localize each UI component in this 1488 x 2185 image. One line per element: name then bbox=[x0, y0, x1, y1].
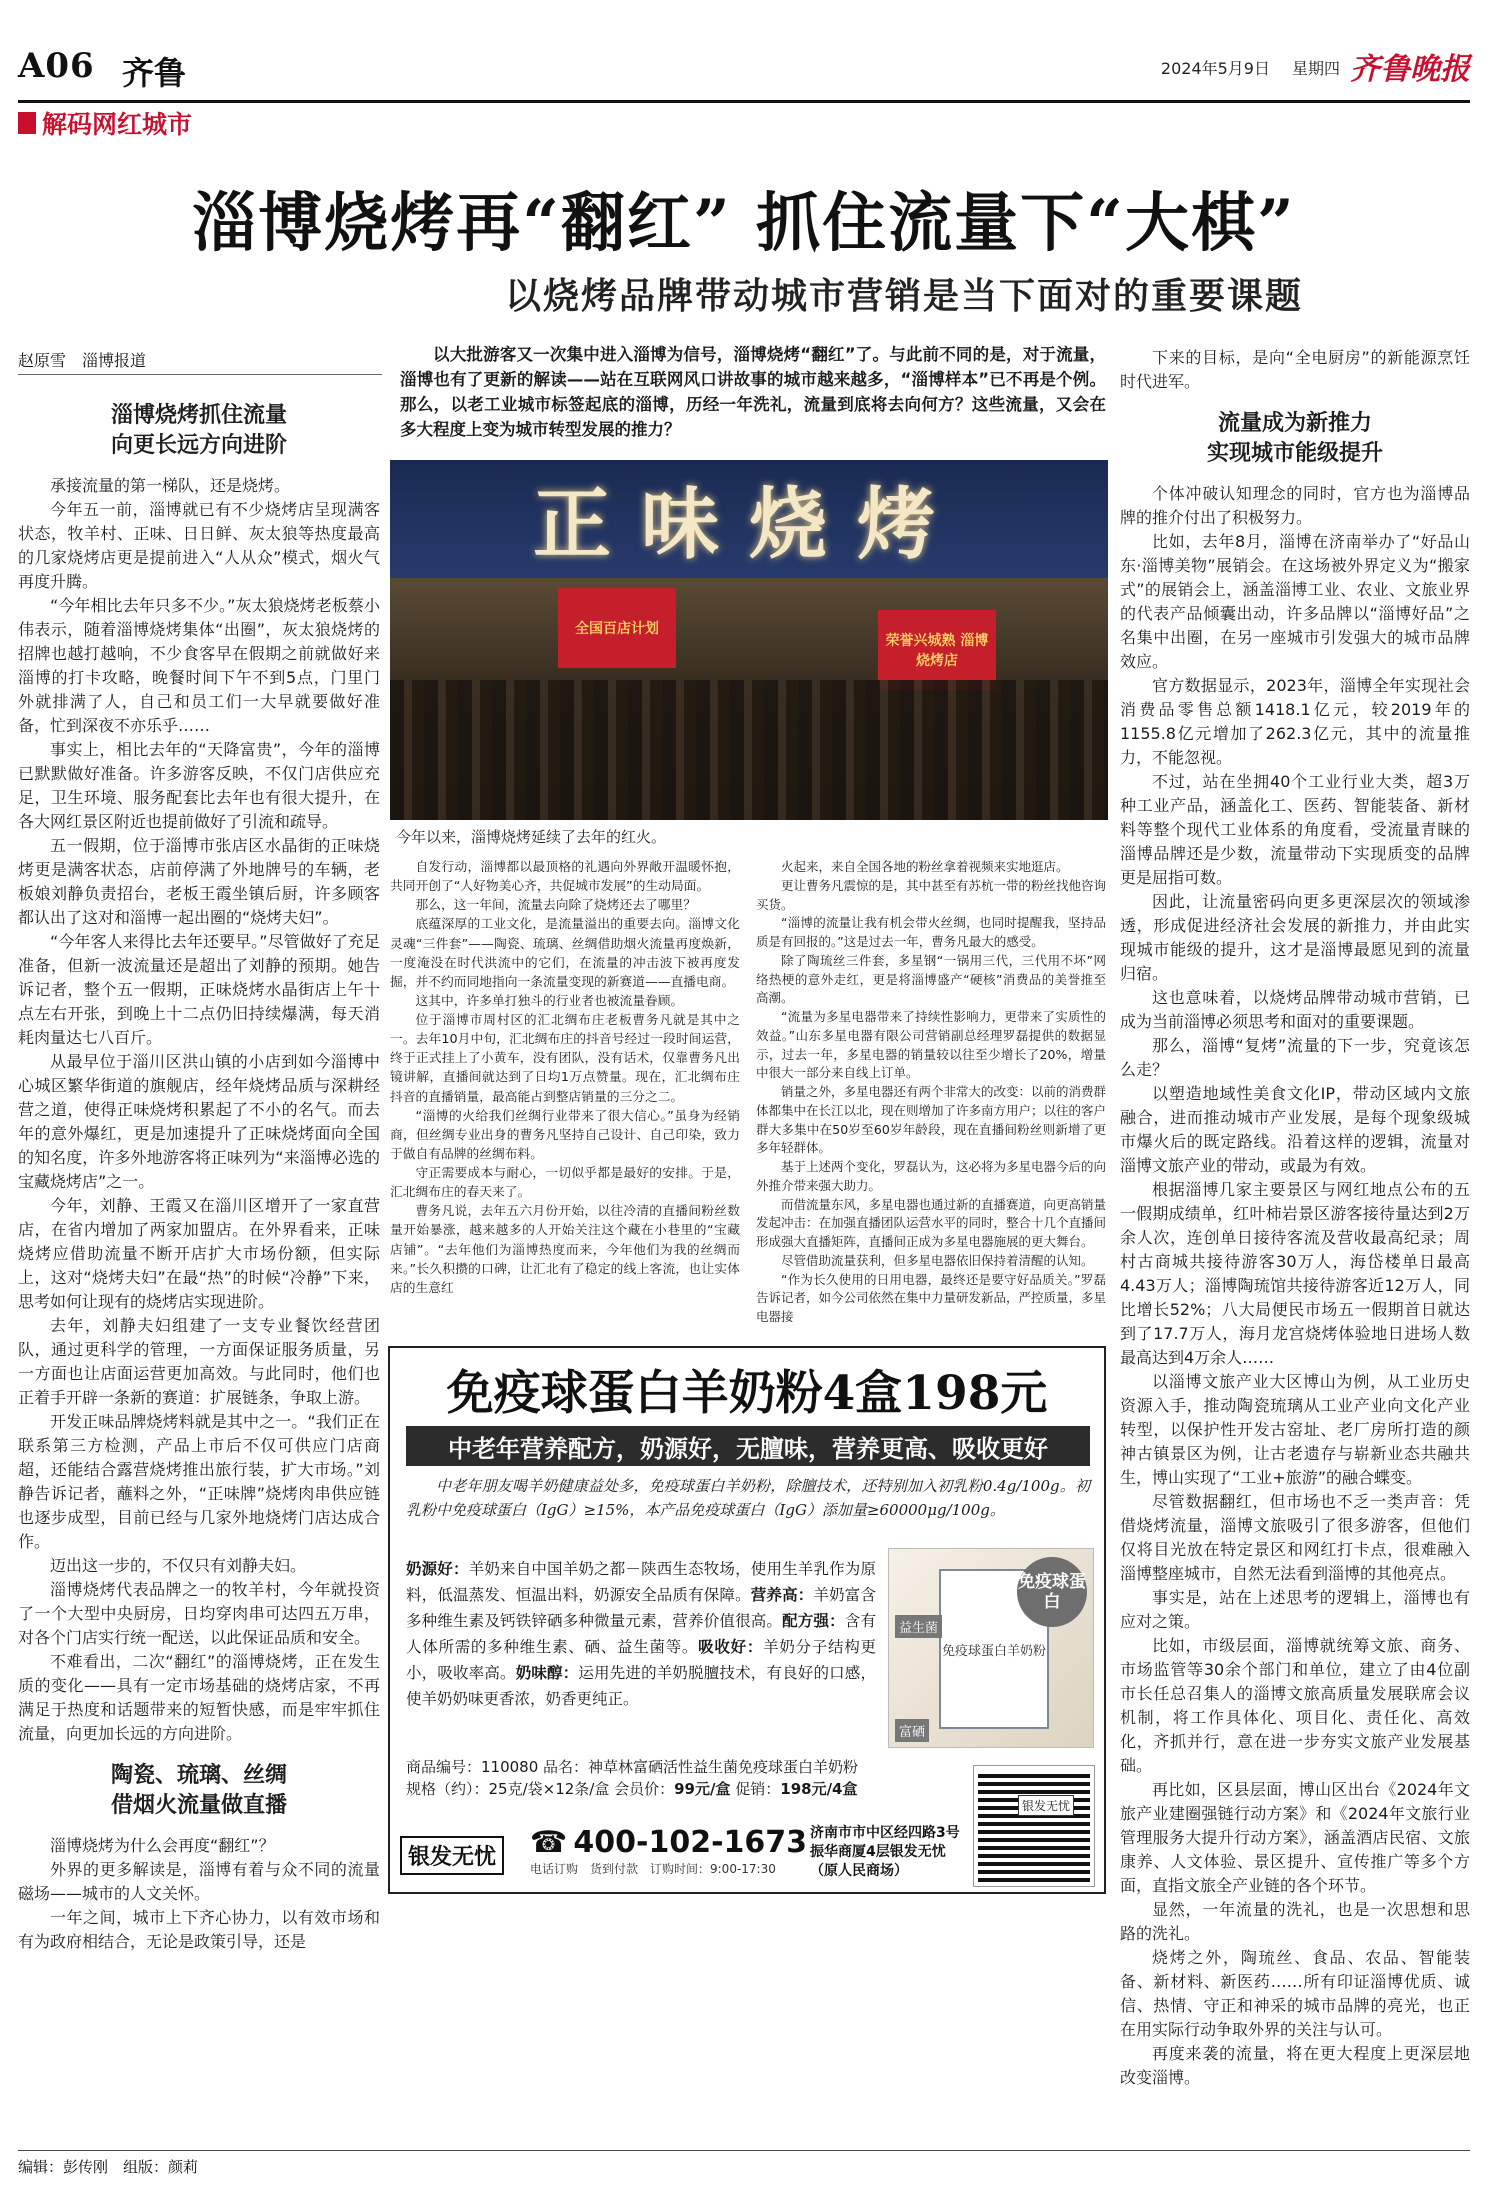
ad-feature-key: 奶源好： bbox=[406, 1560, 469, 1578]
article-column-1 bbox=[18, 386, 380, 1954]
ad-product-badge: 免疫球蛋白 bbox=[1017, 1557, 1087, 1627]
ad-spec-line-1: 商品编号：110080 品名：神草林富硒活性益生菌免疫球蛋白羊奶粉 bbox=[406, 1758, 859, 1776]
column1-heading-1-text: 淄博烧烤抓住流量 向更长远方向进阶 bbox=[110, 402, 287, 458]
column1-heading-2-text: 陶瓷、琉璃、丝绸 借烟火流量做直播 bbox=[110, 1762, 287, 1818]
column1-paragraphs-2 bbox=[18, 1834, 380, 1954]
column4-paragraph: 不过，站在坐拥40个工业行业大类，超3万种工业产品，涵盖化工、医药、智能装备、新材料等整个现代工业体系的角度看，受流量青睐的淄博品牌还是少数，流量带动下实现质变的品牌更是屈指可数。 bbox=[1120, 772, 1470, 887]
column4-paragraph: 比如，市级层面，淄博就统筹文旅、商务、市场监管等30余个部门和单位，建立了由4位副市长任总召集人的淄博文旅高质量发展联席会议机制，将工作具体化、项目化、责任化、高效化，齐抓并行，意在进一步夯实文旅产业发展基础。 bbox=[1120, 1636, 1470, 1775]
column-tag-text: 解码网红城市 bbox=[42, 110, 193, 139]
column3-paragraph: 尽管借助流量获利，但多星电器依旧保持着清醒的认知。 bbox=[781, 1252, 1094, 1268]
ad-feature-key: 吸收好： bbox=[698, 1638, 764, 1656]
column1-paragraph: 事实上，相比去年的“天降富贵”，今年的淄博已默默做好准备。许多游客反映，不仅门店供应充足，卫生环境、服务配套比去年也有很大提升，在各大网红景区附近也提前做好了引流和疏导。 bbox=[18, 740, 380, 831]
column4-paragraph: 再度来袭的流量，将在更大程度上更深层地改变淄博。 bbox=[1120, 2044, 1470, 2087]
column1-paragraph: 迈出这一步的，不仅只有刘静夫妇。 bbox=[50, 1556, 307, 1575]
column4-paragraph: 烧烤之外，陶琉丝、食品、农品、智能装备、新材料、新医药……所有印证淄博优质、诚信、热情、守正和神采的城市品牌的亮光，也正在用实际行动争取外界的关注与认可。 bbox=[1120, 1948, 1470, 2039]
column4-paragraph: 个体冲破认知理念的同时，官方也为淄博品牌的推介付出了积极努力。 bbox=[1120, 484, 1470, 527]
ad-feature-value: 羊奶分子结构更小，吸收率高。 bbox=[406, 1638, 876, 1682]
qr-code-icon bbox=[974, 1766, 1094, 1886]
byline: 赵原雪 淄博报道 bbox=[18, 351, 147, 370]
ad-member-price: 99元/盒 bbox=[674, 1780, 731, 1798]
column1-paragraph: 从最早位于淄川区洪山镇的小店到如今淄博中心城区繁华街道的旗舰店，经年烧烤品质与深耕经营之道，使得正味烧烤积累起了不小的名气。而去年的意外爆红，更是加速提升了正味烧烤面向全国的知名度，许多外地游客将正味列为“来淄博必选的宝藏烧烤店”之一。 bbox=[18, 1052, 380, 1191]
column4-paragraph: 那么，淄博“复烤”流量的下一步，究竟该怎么走？ bbox=[1120, 1036, 1470, 1079]
column4-paragraph: 以塑造地域性美食文化IP，带动区域内文旅融合，进而推动城市产业发展，是每个现象级城市爆火后的既定路线。沿着这样的逻辑，流量对淄博文旅产业的带动，或最为有效。 bbox=[1120, 1084, 1470, 1175]
ad-qr-label: 银发无忧 bbox=[1018, 1795, 1074, 1816]
ad-feature-key: 奶味醇： bbox=[515, 1664, 579, 1682]
column1-paragraph: 外界的更多解读是，淄博有着与众不同的流量磁场——城市的人文关怀。 bbox=[18, 1860, 380, 1903]
column1-paragraph: 去年，刘静夫妇组建了一支专业餐饮经营团队，通过更科学的管理，一方面保证服务质量，另一方面也让店面运营更加高效。与此同时，他们也正着手开辟一条新的赛道：扩展链条，争取上游。 bbox=[18, 1316, 380, 1407]
column2-paragraph: 曹务凡说，去年五六月份开始，以往冷清的直播间粉丝数量开始暴涨，越来越多的人开始关注这个藏在小巷里的“宝藏店铺”。“去年他们为淄博热度而来，今年他们为我的丝绸而来。”长久积攒的口碑，让汇北有了稳定的线上客流，也让实体店的生意红 bbox=[390, 1204, 740, 1296]
ad-product-image bbox=[888, 1548, 1094, 1748]
column1-paragraph: 开发正味品牌烧烤料就是其中之一。“我们正在联系第三方检测，产品上市后不仅可供应门店商超，还能结合露营烧烤推出旅行装，扩大市场。”刘静告诉记者，蘸料之外，“正味牌”烧烤肉串供应链也逐步成型，目前已经与几家外地烧烤门店达成合作。 bbox=[18, 1412, 380, 1551]
column1-paragraph: 今年，刘静、王霞又在淄川区增开了一家直营店，在省内增加了两家加盟店。在外界看来，正味烧烤应借助流量不断开店扩大市场份额，但实际上，这对“烧烤夫妇”在最“热”的时候“冷静”下来，思考如何让现有的烧烤店实现进阶。 bbox=[18, 1196, 380, 1311]
column3-paragraph: 火起来，来自全国各地的粉丝拿着视频来实地逛店。 bbox=[781, 859, 1069, 874]
ad-promo-price: 198元/4盒 bbox=[780, 1780, 858, 1798]
ad-spec-line-2-a: 规格（约）：25克/袋×12条/盒 会员价： bbox=[406, 1780, 675, 1798]
publish-weekday: 星期四 bbox=[1291, 59, 1340, 78]
column1-heading-2 bbox=[18, 1760, 380, 1820]
column3-paragraph: “流量为多星电器带来了持续性影响力，更带来了实质性的效益。”山东多星电器有限公司营销副总经理罗磊提供的数据显示，过去一年，多星电器的销量较以往至少增长了20%，增量中很大一部分来自线上订单。 bbox=[756, 1009, 1106, 1081]
column4-heading-text: 流量成为新推力 实现城市能级提升 bbox=[1206, 410, 1383, 466]
column4-paragraphs-top bbox=[1120, 346, 1470, 394]
ad-title: 免疫球蛋白羊奶粉4盒198元 bbox=[446, 1366, 1048, 1421]
column1-paragraphs bbox=[18, 474, 380, 1746]
headline: 淄博烧烤再“翻红” 抓住流量下“大棋” bbox=[192, 186, 1296, 261]
column3-paragraph: 销量之外，多星电器还有两个非常大的改变：以前的消费群体都集中在长江以北，现在则增加了许多南方用户；以往的客户群大多集中在50岁至60岁年龄段，现在直播间粉丝则新增了更多年轻群体。 bbox=[756, 1084, 1107, 1156]
column4-paragraph: 因此，让流量密码向更多更深层次的领域渗透，形成促进经济社会发展的新推力，并由此实现城市能级的提升，这才是淄博最愿见到的流量归宿。 bbox=[1120, 892, 1470, 983]
article-column-2 bbox=[390, 858, 740, 1298]
masthead bbox=[18, 44, 1470, 106]
byline-rule bbox=[18, 374, 382, 375]
column1-paragraph: 淄博烧烤为什么会再度“翻红”？ bbox=[50, 1836, 275, 1855]
column4-paragraph: 比如，去年8月，淄博在济南举办了“好品山东·淄博美物”展销会。在这场被外界定义为“搬家式”的展销会上，涵盖淄博工业、农业、文旅业界的代表产品倾囊出动，许多品牌以“淄博好品”之名集中出圈，在另一座城市引发强大的城市品牌效应。 bbox=[1120, 532, 1470, 671]
ad-feature-value: 羊奶来自中国羊奶之都－陕西生态牧场，使用生羊乳作为原料，低温蒸发、恒温出料，奶源安全品质有保障。 bbox=[406, 1560, 876, 1604]
column1-paragraph: 今年五一前，淄博就已有不少烧烤店呈现满客状态，牧羊村、正味、日日鲜、灰太狼等热度最高的几家烧烤店更是提前进入“人从众”模式，烟火气再度升腾。 bbox=[18, 500, 380, 591]
column1-paragraph: 一年之间，城市上下齐心协力，以有效市场和有为政府相结合，无论是政策引导，还是 bbox=[18, 1908, 380, 1951]
column1-paragraph: 承接流量的第一梯队，还是烧烤。 bbox=[50, 476, 291, 495]
newspaper-logo: 齐鲁晚报 bbox=[1350, 52, 1470, 87]
column4-paragraph: 显然，一年流量的洗礼，也是一次思想和思路的洗礼。 bbox=[1120, 1900, 1470, 1943]
column2-paragraph: “淄博的火给我们丝绸行业带来了很大信心。”虽身为经销商，但丝绸专业出身的曹务凡坚持自己设计、自己印染，致力于做自有品牌的丝绸布料。 bbox=[390, 1108, 740, 1162]
column3-paragraph: “作为长久使用的日用电器，最终还是要守好品质关。”罗磊告诉记者，如今公司依然在集中力量研发新品，严控质量，多星电器接 bbox=[756, 1271, 1107, 1324]
ad-phone-number: ☎ 400-102-1673 bbox=[530, 1825, 807, 1860]
column-tag-marker bbox=[18, 112, 36, 134]
photo-caption: 今年以来，淄博烧烤延续了去年的红火。 bbox=[396, 828, 667, 846]
publish-date: 2024年5月9日 bbox=[1160, 59, 1270, 78]
column4-paragraph: 以淄博文旅产业大区博山为例，从工业历史资源入手，推动陶瓷琉璃从工业产业向文化产业转型，以保护性开发古窑址、老厂房所打造的颜神古镇景区为例，让古老遗存与崭新业态共融共生，博山实现了“工业+旅游”的融合蝶变。 bbox=[1120, 1372, 1470, 1487]
ad-phone-sub: 电话订购 货到付款 订购时间：9:00-17:30 bbox=[530, 1862, 776, 1876]
column4-paragraph: 再比如，区县层面，博山区出台《2024年文旅产业建圈强链行动方案》和《2024年文旅行业管理服务大提升行动方案》，涵盖酒店民宿、文旅康养、人文体验、景区提升、宣传推广等多个方面，直指文旅全产业链的各个环节。 bbox=[1120, 1780, 1470, 1895]
photo-poster-1: 全国百店计划 bbox=[558, 588, 676, 668]
column3-paragraph: 而借流量东风，多星电器也通过新的直播赛道，向更高销量发起冲击：在加强直播团队运营水平的同时，整合十几个直播间形成强大直播矩阵，直播间正成为多星电器施展的更大舞台。 bbox=[756, 1196, 1107, 1249]
photo-poster-2: 荣誉兴城熟 淄博烧烤店 bbox=[878, 610, 996, 690]
ad-product-label-1: 益生菌 bbox=[895, 1615, 942, 1638]
column2-paragraph: 位于淄博市周村区的汇北绸布庄老板曹务凡就是其中之一。去年10月中旬，汇北绸布庄的抖音号经过一段时间运营，终于正式挂上了小黄车，没有团队，没有话术，仅靠曹务凡出镜讲解，直播间就达到了日均1万点赞量。现在，汇北绸布庄抖音的直播销量，最高能占到整店销量的三分之二。 bbox=[390, 1013, 740, 1105]
subheadline: 以烧烤品牌带动城市营销是当下面对的重要课题 bbox=[504, 276, 1303, 317]
column3-paragraphs bbox=[756, 858, 1106, 1327]
column3-paragraph: 更让曹务凡震惊的是，其中甚至有苏杭一带的粉丝找他咨询买货。 bbox=[756, 877, 1107, 912]
column4-paragraph: 根据淄博几家主要景区与网红地点公布的五一假期成绩单，红叶柿岩景区游客接待量达到2万余人次，连创单日接待客流及营收最高纪录；周村古商城共接待游客30万人，海岱楼单日最高4.43万人；淄博陶琉馆共接待游客近12万人，同比增长52%；八大局便民市场五一假期首日就达到了17.7万人，海月龙宫烧烤体验地日进场人数最高达到4万余人…… bbox=[1120, 1180, 1470, 1367]
page-number: A06 bbox=[18, 46, 95, 86]
masthead-rule bbox=[18, 100, 1470, 103]
column4-paragraph: 事实是，站在上述思考的逻辑上，淄博也有应对之策。 bbox=[1120, 1588, 1470, 1631]
column-tag bbox=[18, 106, 192, 140]
column3-paragraph: 除了陶琉丝三件套，多星钢“一锅用三代，三代用不坏”网络热梗的意外走红，更是将淄博盛产“硬核”消费品的美誉推至高潮。 bbox=[756, 952, 1106, 1006]
column2-paragraph: 底蕴深厚的工业文化，是流量溢出的重要去向。淄博文化灵魂“三件套”——陶瓷、琉璃、丝绸借助烟火流量再度焕新，一度淹没在时代洪流中的它们，在流量的冲击波下被再度发掘，并不约而同地指向一条流量变现的新赛道——直播电商。 bbox=[390, 917, 740, 990]
column1-paragraph: 不难看出，二次“翻红”的淄博烧烤，正在发生质的变化——具有一定市场基础的烧烤店家，不再满足于热度和话题带来的短暂快感，而是牢牢抓住流量，向更加长远的方向进阶。 bbox=[18, 1652, 380, 1743]
ad-product-box-text: 免疫球蛋白羊奶粉 bbox=[941, 1643, 1046, 1659]
ad-slogan: 中老年营养配方，奶源好，无膻味，营养更高、吸收更好 bbox=[406, 1426, 1090, 1466]
column1-heading-1 bbox=[18, 400, 380, 460]
ad-brand: 银发无忧 bbox=[400, 1836, 504, 1875]
column4-heading bbox=[1120, 408, 1470, 468]
ad-product-label-2: 富硒 bbox=[895, 1719, 929, 1742]
ad-feature-key: 配方强： bbox=[782, 1612, 845, 1630]
photo-shop-sign: 正味烧烤 bbox=[532, 479, 965, 570]
column4-paragraph: 官方数据显示，2023年，淄博全年实现社会消费品零售总额1418.1亿元，较2019年的1155.8亿元增加了262.3亿元，其中的流量推力，不能忽视。 bbox=[1120, 676, 1470, 767]
news-photo bbox=[390, 460, 1108, 820]
ad-feature-value: 运用先进的羊奶脱膻技术，有良好的口感，使羊奶奶味更香浓，奶香更纯正。 bbox=[406, 1664, 876, 1708]
ad-feature-key: 营养高： bbox=[750, 1586, 814, 1604]
photo-crowd bbox=[390, 680, 1108, 820]
column4-paragraph: 尽管数据翻红，但市场也不乏一类声音：凭借烧烤流量，淄博文旅吸引了很多游客，但他们仅将目光放在特定景区和网红打卡点，很难融入淄博整座城市，自然无法看到淄博的其他亮点。 bbox=[1120, 1492, 1470, 1583]
ad-intro: 中老年朋友喝羊奶健康益处多，免疫球蛋白羊奶粉，除膻技术，还特别加入初乳粉0.4g/100g。初乳粉中免疫球蛋白（IgG）≥15%，本产品免疫球蛋白（IgG）添加量≥60000μg/100g。 bbox=[406, 1477, 1090, 1519]
column3-paragraph: 基于上述两个变化，罗磊认为，这必将为多星电器今后的向外推介带来强大助力。 bbox=[756, 1159, 1107, 1193]
ad-feature-value: 羊奶富含多种维生素及钙铁锌硒多种微量元素，营养价值很高。 bbox=[406, 1586, 876, 1630]
lead-paragraph: 以大批游客又一次集中进入淄博为信号，淄博烧烤“翻红”了。与此前不同的是，对于流量，淄博也有了更新的解读——站在互联网风口讲故事的城市越来越多，“淄博样本”已不再是个例。那么，以老工业城市标签起底的淄博，历经一年洗礼，流量到底将去向何方？这些流量，又会在多大程度上变为城市转型发展的推力？ bbox=[400, 345, 1106, 439]
column4-paragraph: 下来的目标，是向“全电厨房”的新能源烹饪时代进军。 bbox=[1120, 348, 1470, 391]
column2-paragraph: 那么，这一年间，流量去向除了烧烤还去了哪里？ bbox=[415, 898, 696, 914]
ad-features bbox=[406, 1556, 876, 1712]
column2-paragraph: 守正需要成本与耐心，一切似乎都是最好的安排。于是，汇北绸布庄的春天来了。 bbox=[390, 1166, 740, 1201]
ad-spec-line-2-b: 促销： bbox=[730, 1780, 781, 1798]
column1-paragraph: 淄博烧烤代表品牌之一的牧羊村，今年就投资了一个大型中央厨房，日均穿肉串可达四五万串，对各个门店实行统一配送，以此保证品质和安全。 bbox=[18, 1580, 380, 1647]
column2-paragraphs bbox=[390, 858, 740, 1298]
footer-rule bbox=[18, 2150, 1470, 2151]
column4-paragraph: 这也意味着，以烧烤品牌带动城市营销，已成为当前淄博必须思考和面对的重要课题。 bbox=[1120, 988, 1470, 1031]
article-column-4 bbox=[1120, 346, 1470, 2090]
article-column-3 bbox=[756, 858, 1106, 1327]
ad-address: 济南市市中区经四路3号振华商厦4层银发无忧（原人民商场） bbox=[810, 1825, 960, 1879]
column3-paragraph: “淄博的流量让我有机会带火丝绸，也同时提醒我，坚持品质是有回报的。”这是过去一年，曹务凡最大的感受。 bbox=[756, 915, 1106, 949]
column1-paragraph: 五一假期，位于淄博市张店区水晶街的正味烧烤更是满客状态，店前停满了外地牌号的车辆，老板娘刘静负责招台，老板王霞坐镇后厨，许多顾客都认出了这对和淄博一起出圈的“烧烤夫妇”。 bbox=[18, 836, 380, 927]
column2-paragraph: 这其中，许多单打独斗的行业者也被流量眷顾。 bbox=[415, 993, 684, 1009]
ad-feature-value: 含有人体所需的多种维生素、硒、益生菌等。 bbox=[406, 1612, 876, 1656]
column1-paragraph: “今年客人来得比去年还要早。”尽管做好了充足准备，但新一波流量还是超出了刘静的预期。她告诉记者，整个五一假期，正味烧烤水晶街店上午十点左右开张，到晚上十二点仍旧持续爆满，每天消耗肉量达七八百斤。 bbox=[18, 932, 380, 1047]
section-name: 齐鲁 bbox=[122, 54, 187, 92]
footer-editor: 编辑：彭传刚 组版：颜莉 bbox=[18, 2158, 199, 2176]
advertisement bbox=[388, 1346, 1106, 1894]
column2-paragraph: 自发行动，淄博都以最顶格的礼遇向外界敞开温暖怀抱，共同开创了“人好物美心齐，共促城市发展”的生动局面。 bbox=[390, 860, 740, 895]
column4-paragraphs bbox=[1120, 482, 1470, 2090]
column1-paragraph: “今年相比去年只多不少。”灰太狼烧烤老板蔡小伟表示，随着淄博烧烤集体“出圈”，灰太狼烧烤的招牌也越打越响，不少食客早在假期之前就做好来淄博的打卡攻略，晚餐时间下午不到5点，门里门外就排满了人，自己和员工们一大早就要做好准备，忙到深夜不亦乐乎…… bbox=[18, 596, 380, 735]
ad-phone-block bbox=[530, 1820, 807, 1882]
